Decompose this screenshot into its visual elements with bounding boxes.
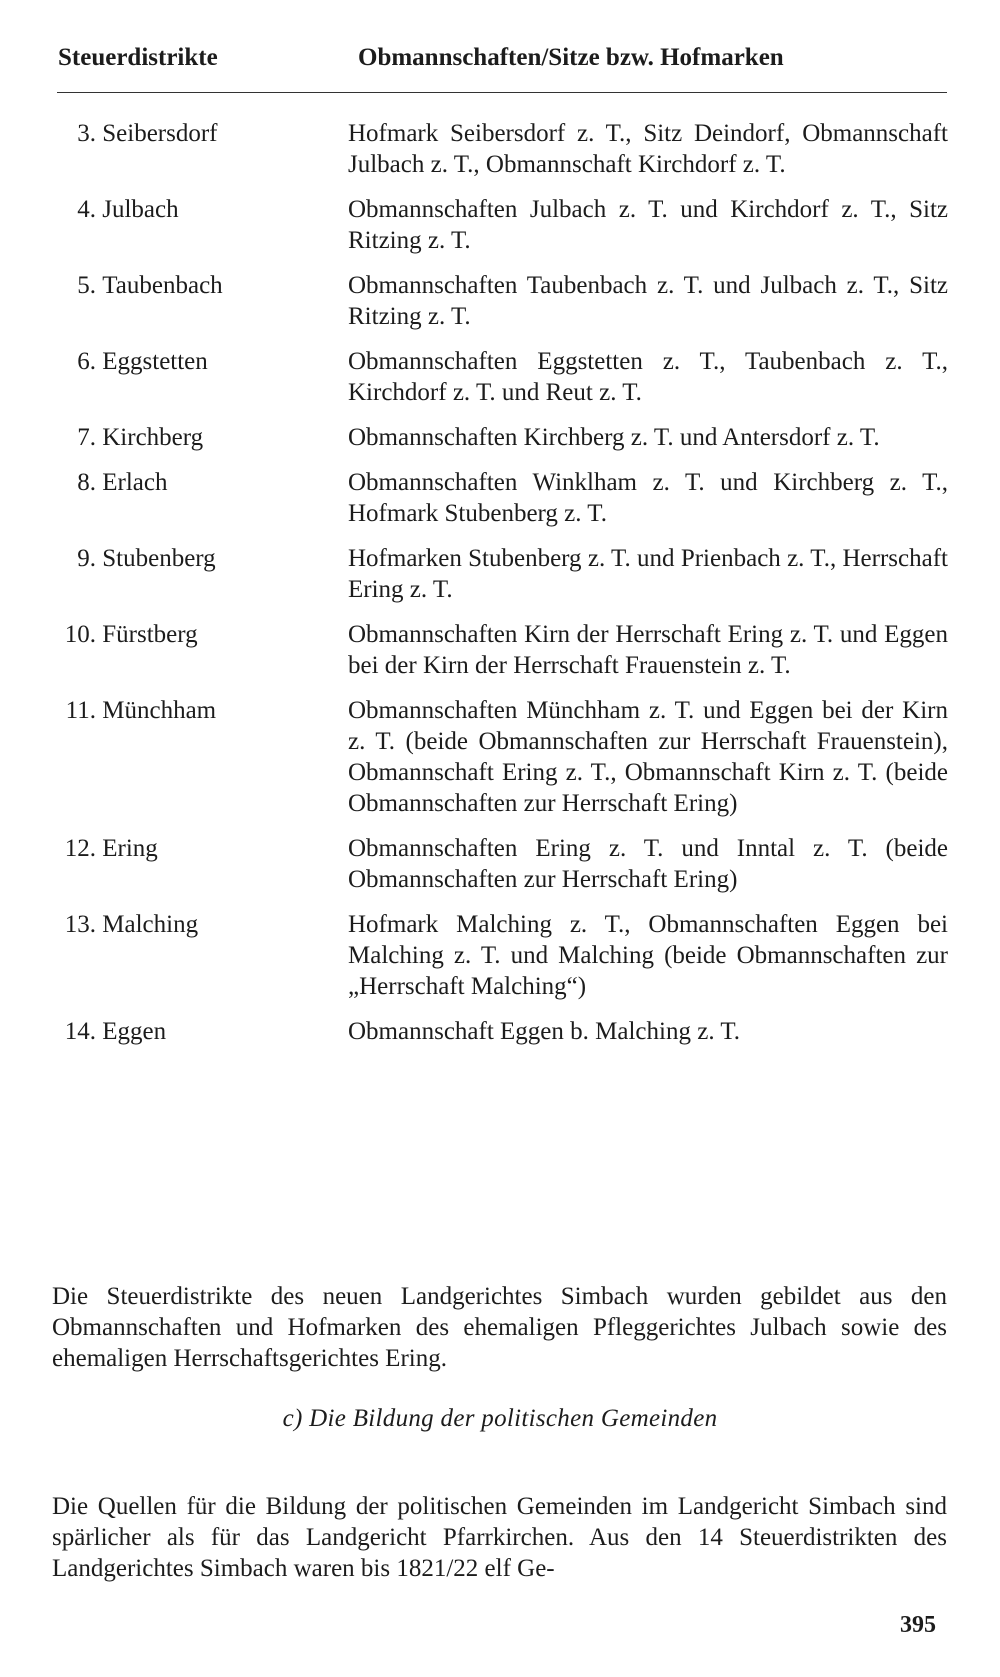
- table-row: [0, 270, 1000, 332]
- district-description: Obmannschaften Münchham z. T. und Eggen bei der Kirn z. T. (beide Obmannschaften zur Herrschaft Frauenstein), Obmannschaft Ering z. T., Obmannschaft Kirn z. T. (beide Obmannschaften zur Herrschaft Ering): [348, 697, 948, 817]
- district-name: Eggstetten: [102, 348, 208, 375]
- table-row: [0, 194, 1000, 256]
- row-number: 4.: [77, 196, 96, 223]
- district-description: Obmannschaften Kirn der Herrschaft Ering z. T. und Eggen bei der Kirn der Herrschaft Frauenstein z. T.: [348, 621, 948, 679]
- row-number: 10.: [64, 621, 96, 648]
- district-name: Julbach: [102, 196, 179, 223]
- table-row: [0, 909, 1000, 1002]
- table-row: [0, 422, 1000, 453]
- district-description: Hofmark Seibersdorf z. T., Sitz Deindorf, Obmannschaft Julbach z. T., Obmannschaft Kirchdorf z. T.: [348, 120, 948, 178]
- district-name: Kirchberg: [102, 424, 204, 451]
- table-header: [0, 44, 1000, 84]
- table-row: [0, 118, 1000, 180]
- district-description: Obmannschaften Kirchberg z. T. und Antersdorf z. T.: [348, 424, 880, 451]
- district-name: Ering: [102, 835, 158, 862]
- district-description: Hofmark Malching z. T., Obmannschaften Eggen bei Malching z. T. und Malching (beide Obmannschaften zur „Herrschaft Malching“): [348, 911, 948, 1000]
- table-row: [0, 346, 1000, 408]
- district-description: Obmannschaften Eggstetten z. T., Taubenbach z. T., Kirchdorf z. T. und Reut z. T.: [348, 348, 948, 406]
- district-name: Eggen: [102, 1018, 167, 1045]
- district-name: Taubenbach: [102, 272, 223, 299]
- table-row: [0, 833, 1000, 895]
- district-name: Fürstberg: [102, 621, 198, 648]
- table-row: [0, 619, 1000, 681]
- row-number: 3.: [77, 120, 96, 147]
- section-subheading: c) Die Bildung der politischen Gemeinden: [282, 1405, 718, 1432]
- row-number: 6.: [77, 348, 96, 375]
- row-number: 13.: [64, 911, 96, 938]
- row-number: 5.: [77, 272, 96, 299]
- district-description: Obmannschaften Julbach z. T. und Kirchdorf z. T., Sitz Ritzing z. T.: [348, 196, 948, 254]
- district-name: Münchham: [102, 697, 217, 724]
- district-description: Obmannschaften Winklham z. T. und Kirchberg z. T., Hofmark Stubenberg z. T.: [348, 469, 948, 527]
- body-paragraph-quellen: Die Quellen für die Bildung der politischen Gemeinden im Landgericht Simbach sind spärlicher als für das Landgericht Pfarrkirchen. Aus den 14 Steuerdistrikten des Landgerichtes Simbach waren bis 1821/22 elf Ge-: [52, 1493, 947, 1582]
- header-rule: [57, 92, 947, 93]
- district-name: Malching: [102, 911, 199, 938]
- table-row: [0, 695, 1000, 819]
- table-row: [0, 1016, 1000, 1047]
- row-number: 7.: [77, 424, 96, 451]
- column-header-steuerdistrikte: Steuerdistrikte: [58, 44, 218, 71]
- district-description: Obmannschaft Eggen b. Malching z. T.: [348, 1018, 741, 1045]
- table-row: [0, 543, 1000, 605]
- column-header-obmannschaften: Obmannschaften/Sitze bzw. Hofmarken: [358, 44, 784, 71]
- district-description: Obmannschaften Ering z. T. und Inntal z. T. (beide Obmannschaften zur Herrschaft Ering): [348, 835, 948, 893]
- district-description: Obmannschaften Taubenbach z. T. und Julbach z. T., Sitz Ritzing z. T.: [348, 272, 948, 330]
- page-number: 395: [900, 1612, 936, 1638]
- district-name: Stubenberg: [102, 545, 216, 572]
- table-row: [0, 467, 1000, 529]
- body-paragraph-steuerdistrikte: Die Steuerdistrikte des neuen Landgerichtes Simbach wurden gebildet aus den Obmannschaften und Hofmarken des ehemaligen Pfleggerichtes Julbach sowie des ehemaligen Herrschaftsgerichtes Ering.: [52, 1283, 947, 1372]
- row-number: 12.: [64, 835, 96, 862]
- row-number: 14.: [64, 1018, 96, 1045]
- row-number: 8.: [77, 469, 96, 496]
- district-name: Erlach: [102, 469, 168, 496]
- row-number: 11.: [65, 697, 96, 724]
- district-table: [0, 118, 1000, 1061]
- district-name: Seibersdorf: [102, 120, 218, 147]
- district-description: Hofmarken Stubenberg z. T. und Prienbach z. T., Herrschaft Ering z. T.: [348, 545, 948, 603]
- row-number: 9.: [77, 545, 96, 572]
